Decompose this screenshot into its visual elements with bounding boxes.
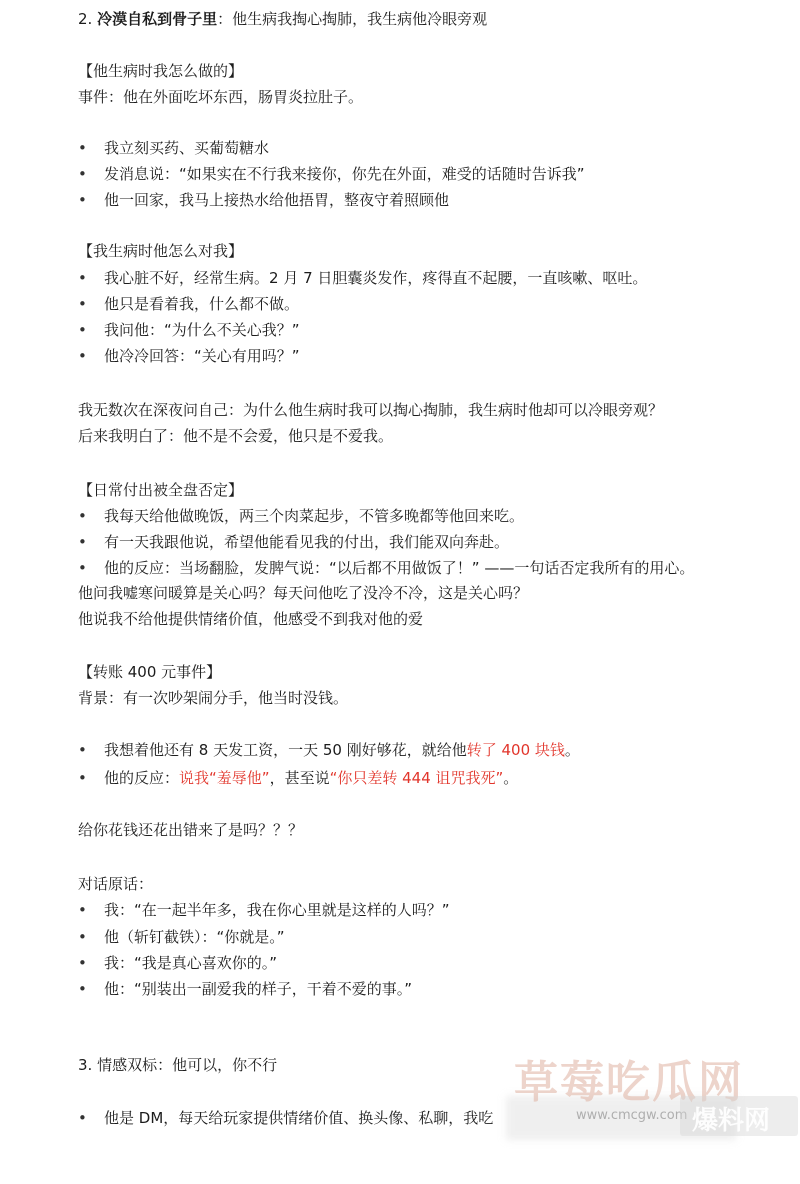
bullet-icon: • (78, 269, 87, 287)
dialogue-header: 对话原话： (78, 875, 154, 893)
watermark-url: www.cmcgw.com (576, 1108, 688, 1123)
list-item: • 他一回家，我马上接热水给他捂胃，整夜守着照顾他 (78, 191, 450, 209)
watermark-blur (506, 1096, 736, 1140)
bullet-icon: • (78, 559, 87, 577)
bullet-icon: • (78, 165, 87, 183)
bullet-icon: • (78, 928, 87, 946)
block-header: 【他生病时我怎么做的】 (78, 62, 244, 80)
list-item: • 他的反应：说我“羞辱他”，甚至说“你只差转 444 诅咒我死”。 (78, 769, 519, 787)
list-item: • 发消息说：“如果实在不行我来接你，你先在外面，难受的话随时告诉我” (78, 165, 585, 183)
bullet-icon: • (78, 741, 87, 759)
bullet-icon: • (78, 901, 87, 919)
list-item: • 我问他：“为什么不关心我？” (78, 321, 300, 339)
list-item: • 他：“别装出一副爱我的样子，干着不爱的事。” (78, 980, 413, 998)
background-line: 背景：有一次吵架闹分手，他当时没钱。 (78, 689, 349, 707)
bullet-icon: • (78, 533, 87, 551)
bullet-icon: • (78, 139, 87, 157)
list-item: • 他只是看着我，什么都不做。 (78, 295, 300, 313)
list-item: • 我立刻买药、买葡萄糖水 (78, 139, 270, 157)
watermark-title: 草莓吃瓜网 (514, 1057, 744, 1108)
watermark (506, 1036, 800, 1156)
block-header: 【转账 400 元事件】 (78, 663, 222, 681)
bullet-icon: • (78, 295, 87, 313)
bullet-icon: • (78, 769, 87, 787)
bullet-icon: • (78, 507, 87, 525)
reflection-line: 后来我明白了：他不是不会爱，他只是不爱我。 (78, 427, 394, 445)
bullet-icon: • (78, 321, 87, 339)
bullet-icon: • (78, 191, 87, 209)
reflection-line: 我无数次在深夜问自己：为什么他生病时我可以掏心掏肺，我生病时他却可以冷眼旁观？ (78, 401, 664, 419)
list-item: • 我：“我是真心喜欢你的。” (78, 954, 278, 972)
list-item: • 我心脏不好，经常生病。2 月 7 日胆囊炎发作，疼得直不起腰，一直咳嗽、呕吐。 (78, 269, 648, 287)
bullet-icon: • (78, 954, 87, 972)
highlight-text: “你只差转 444 诅咒我死” (329, 769, 504, 787)
block-header: 【日常付出被全盘否定】 (78, 481, 244, 499)
list-item: • 我想着他还有 8 天发工资，一天 50 刚好够花，就给他转了 400 块钱。 (78, 741, 580, 759)
list-item: • 有一天我跟他说，希望他能看见我的付出，我们能双向奔赴。 (78, 533, 510, 551)
section-title: 情感双标：他可以，你不行 (97, 1056, 278, 1074)
list-item: • 他（斩钉截铁）：“你就是。” (78, 928, 285, 946)
section-3-heading (78, 1054, 277, 1076)
body-line: 他说我不给他提供情绪价值，他感受不到我对他的爱 (78, 610, 424, 628)
bullet-icon: • (78, 980, 87, 998)
block-header: 【我生病时他怎么对我】 (78, 242, 244, 260)
list-item: • 我每天给他做晚饭，两三个肉菜起步，不管多晚都等他回来吃。 (78, 507, 525, 525)
watermark-tag: 爆料网 (692, 1106, 771, 1136)
section-number: 2. (78, 10, 93, 28)
section-title: 冷漠自私到骨子里 (97, 10, 218, 28)
section-number: 3. (78, 1056, 93, 1074)
list-item: • 他是 DM，每天给玩家提供情绪价值、换头像、私聊，我吃 (78, 1109, 494, 1127)
watermark-tag-bg (680, 1096, 798, 1136)
event-line: 事件：他在外面吃坏东西，肠胃炎拉肚子。 (78, 88, 364, 106)
list-item: • 他冷冷回答：“关心有用吗？” (78, 347, 300, 365)
bullet-icon: • (78, 347, 87, 365)
section-subtitle: ：他生病我掏心掏肺，我生病他冷眼旁观 (217, 10, 488, 28)
section-2-heading (78, 8, 487, 30)
bullet-icon: • (78, 1109, 87, 1127)
question-line: 给你花钱还花出错来了是吗？？？ (78, 821, 304, 839)
highlight-text: 说我“羞辱他” (179, 769, 270, 787)
highlight-text: 转了 400 块钱 (466, 741, 565, 759)
list-item: • 他的反应：当场翻脸，发脾气说：“以后都不用做饭了！” ——一句话否定我所有的用心。 (78, 559, 695, 577)
body-line: 他问我嘘寒问暖算是关心吗？每天问他吃了没冷不冷，这是关心吗？ (78, 584, 529, 602)
list-item: • 我：“在一起半年多，我在你心里就是这样的人吗？” (78, 901, 450, 919)
